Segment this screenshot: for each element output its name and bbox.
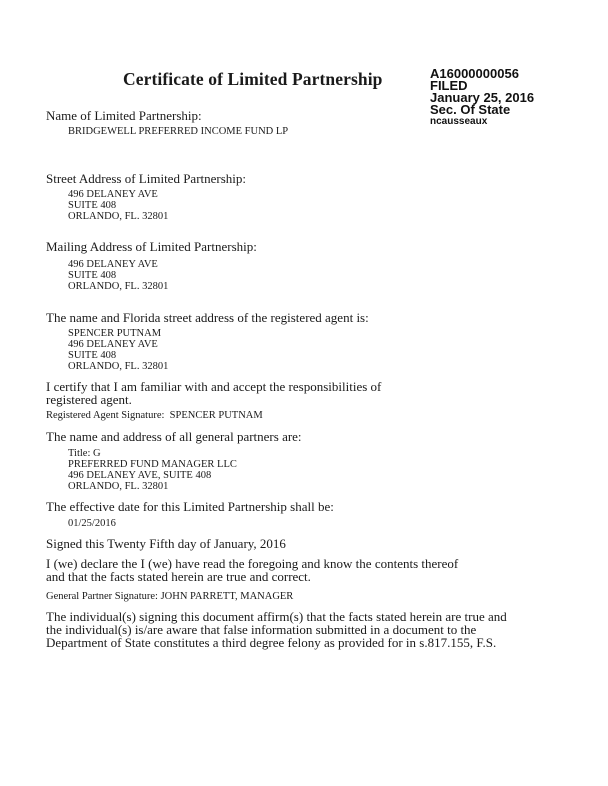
agent-line: SUITE 408 [68,350,117,361]
mailing-address-block [68,259,168,292]
partner-signature-value: JOHN PARRETT, MANAGER [160,591,294,602]
mailing-address-label: Mailing Address of Limited Partnership: [46,239,257,254]
filed-date: January 25, 2016 [430,90,535,105]
affirmation-line: Department of State constitutes a third degree felony as provided for in s.817.155, F.S. [46,635,497,650]
general-partners-label: The name and address of all general partners are: [46,429,302,444]
declaration-line: I (we) declare the I (we) have read the foregoing and know the contents thereof [46,556,459,571]
street-address-block [68,189,168,222]
agent-signature-label: Registered Agent Signature: [46,410,165,421]
agent-line: SPENCER PUTNAM [68,328,162,339]
registered-agent-label: The name and Florida street address of the registered agent is: [46,310,369,325]
address-line: SUITE 408 [68,200,117,211]
name-label: Name of Limited Partnership: [46,108,202,123]
partner-signature-label: General Partner Signature: [46,591,158,602]
signed-date-line: Signed this Twenty Fifth day of January, 2016 [46,536,286,551]
address-line: SUITE 408 [68,270,117,281]
effective-date-value: 01/25/2016 [68,518,116,529]
partner-line: Title: G [68,448,101,459]
address-line: ORLANDO, FL. 32801 [68,281,169,292]
document-number: A16000000056 [430,66,519,81]
affirmation-line: the individual(s) is/are aware that false information submitted in a document to the [46,622,477,637]
agent-signature-value: SPENCER PUTNAM [169,410,263,421]
declaration-line: and that the facts stated herein are true and correct. [46,569,311,584]
partner-line: 496 DELANEY AVE, SUITE 408 [68,470,212,481]
effective-date-label: The effective date for this Limited Partnership shall be: [46,499,334,514]
registered-agent-block [68,328,168,372]
agent-line: ORLANDO, FL. 32801 [68,361,169,372]
partner-line: PREFERRED FUND MANAGER LLC [68,459,237,470]
certify-statement [46,380,381,406]
address-line: ORLANDO, FL. 32801 [68,211,169,222]
affirmation-statement [46,610,507,649]
street-address-label: Street Address of Limited Partnership: [46,171,247,186]
certify-line: registered agent. [46,392,132,407]
affirmation-line: The individual(s) signing this document affirm(s) that the facts stated herein are true and [46,609,507,624]
partnership-name: BRIDGEWELL PREFERRED INCOME FUND LP [68,126,289,137]
agent-signature-row [46,410,263,421]
certify-line: I certify that I am familiar with and accept the responsibilities of [46,379,382,394]
filing-stamp [430,68,534,127]
filing-office: Sec. Of State [430,102,511,117]
partner-signature-row [46,591,293,602]
general-partners-block [68,448,237,492]
address-line: 496 DELANEY AVE [68,259,158,270]
declaration-statement [46,557,458,583]
filed-status: FILED [430,78,468,93]
clerk-name: ncausseaux [430,116,488,127]
address-line: 496 DELANEY AVE [68,189,158,200]
page-title: Certificate of Limited Partnership [123,69,383,89]
partner-line: ORLANDO, FL. 32801 [68,481,169,492]
agent-line: 496 DELANEY AVE [68,339,158,350]
